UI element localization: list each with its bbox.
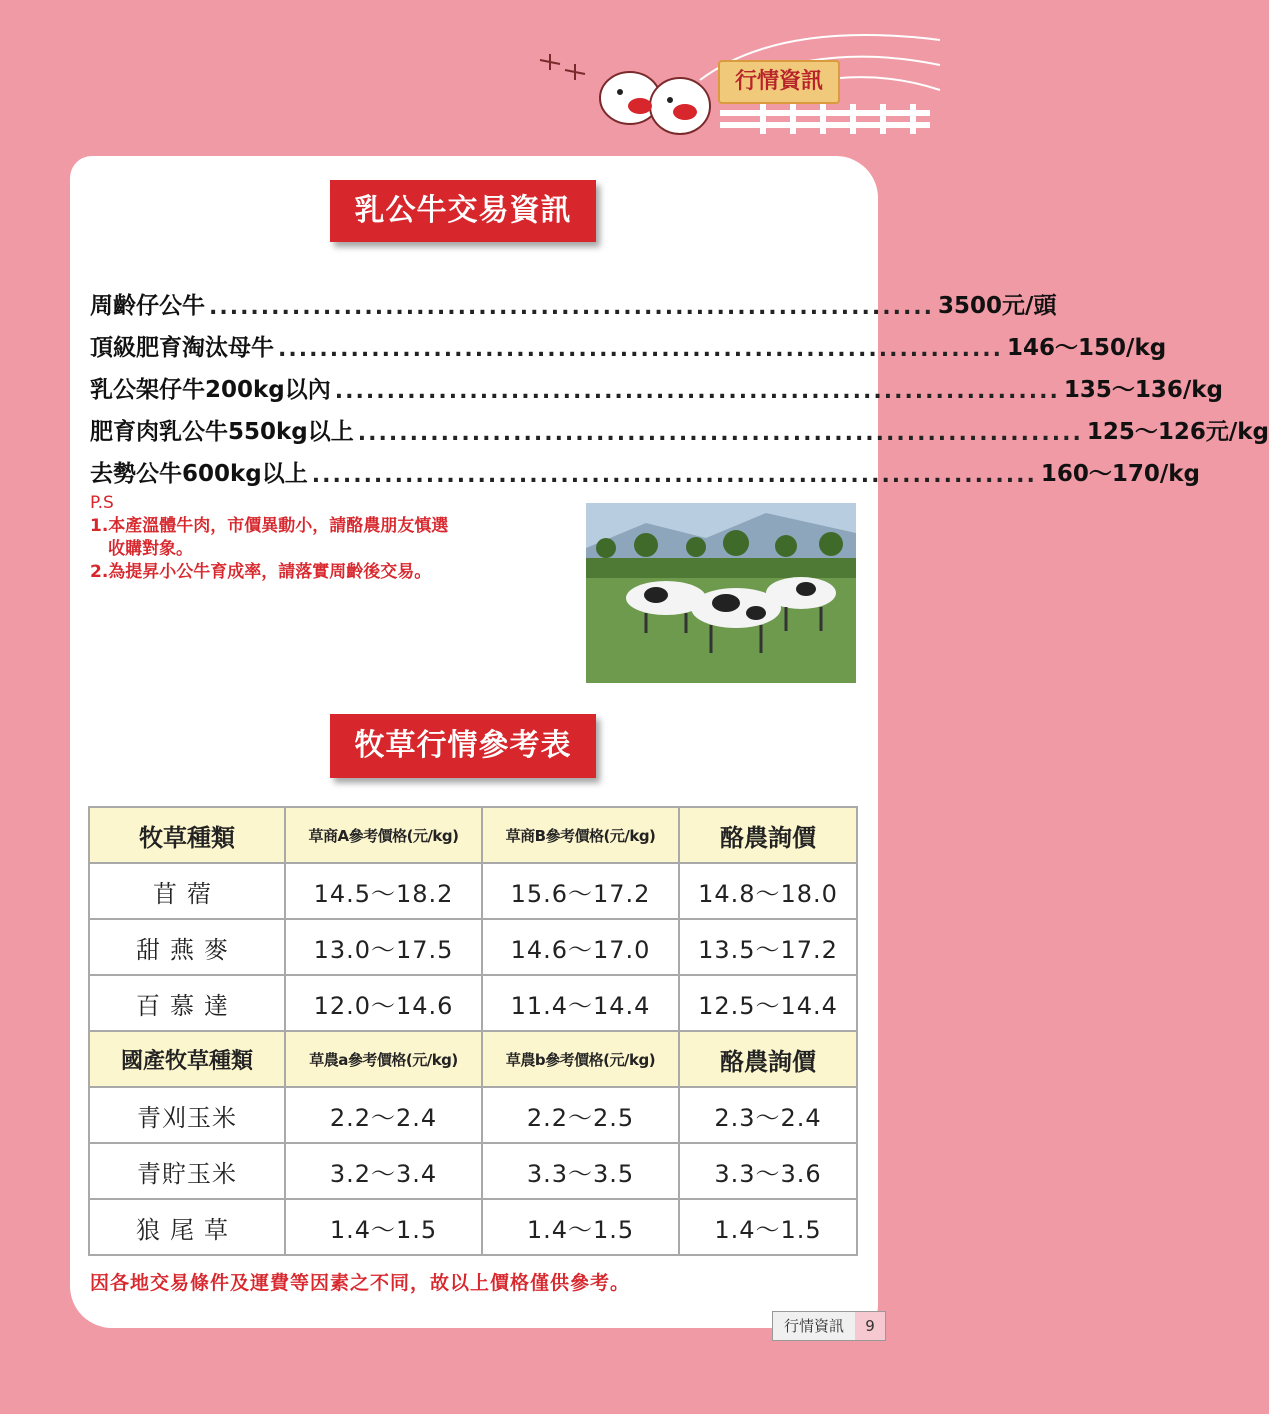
price-item-name: 去勢公牛600kg以上 <box>90 461 308 487</box>
price-row <box>90 446 1200 488</box>
table-cell: 2.3～2.4 <box>679 1087 857 1143</box>
table-row <box>89 1087 857 1143</box>
table-cell: 12.0～14.6 <box>285 975 482 1031</box>
grazing-cows-photo <box>586 503 856 683</box>
leader-dots: ...................................................................... <box>311 463 1037 488</box>
price-row <box>90 320 1167 362</box>
note-line: 收購對象。 <box>108 539 193 559</box>
table-row <box>89 1199 857 1255</box>
calf-price-list <box>90 278 1269 488</box>
table-cell: 3.3～3.6 <box>679 1143 857 1199</box>
header-cell: 草商B參考價格(元/kg) <box>482 807 679 863</box>
table-cell: 百慕達 <box>89 975 285 1031</box>
price-item-value: 3500元/頭 <box>938 293 1057 319</box>
price-item-value: 135～136/kg <box>1063 377 1223 403</box>
table-cell: 甜燕麥 <box>89 919 285 975</box>
note-line: 1.本產溫體牛肉，市價異動小，請酪農朋友慎選 <box>90 516 449 536</box>
leader-dots: ...................................................................... <box>278 337 1004 362</box>
table-cell: 1.4～1.5 <box>482 1199 679 1255</box>
table-cell: 1.4～1.5 <box>285 1199 482 1255</box>
fodder-price-banner: 牧草行情參考表 <box>330 714 596 778</box>
page-number: 9 <box>855 1312 885 1340</box>
price-row <box>90 362 1223 404</box>
leader-dots: ...................................................................... <box>334 379 1060 404</box>
table-cell: 3.2～3.4 <box>285 1143 482 1199</box>
table-cell: 15.6～17.2 <box>482 863 679 919</box>
table-row <box>89 863 857 919</box>
table-cell: 14.8～18.0 <box>679 863 857 919</box>
table-cell: 3.3～3.5 <box>482 1143 679 1199</box>
price-item-name: 肥育肉乳公牛550kg以上 <box>90 419 354 445</box>
header-cell: 酪農詢價 <box>679 807 857 863</box>
fodder-price-table <box>88 806 858 1256</box>
table-row <box>89 919 857 975</box>
table-cell: 狼尾草 <box>89 1199 285 1255</box>
price-item-name: 周齡仔公牛 <box>90 293 205 319</box>
section-header-title: 行情資訊 <box>718 60 840 104</box>
table-row <box>89 975 857 1031</box>
leader-dots: ...................................................................... <box>209 295 935 320</box>
table-row <box>89 1143 857 1199</box>
table-cell: 2.2～2.5 <box>482 1087 679 1143</box>
table-cell: 14.6～17.0 <box>482 919 679 975</box>
price-item-value: 146～150/kg <box>1007 335 1167 361</box>
calf-trade-banner: 乳公牛交易資訊 <box>330 180 596 242</box>
price-row <box>90 278 1057 320</box>
price-item-value: 125～126元/kg <box>1086 419 1269 445</box>
ps-label: P.S <box>90 493 114 513</box>
footer-section-label: 行情資訊 <box>783 1317 844 1335</box>
table-cell: 13.5～17.2 <box>679 919 857 975</box>
header-cell: 酪農詢價 <box>679 1031 857 1087</box>
table-cell: 青刈玉米 <box>89 1087 285 1143</box>
header-cell: 草農b參考價格(元/kg) <box>482 1031 679 1087</box>
table-cell: 13.0～17.5 <box>285 919 482 975</box>
header-cell: 草商A參考價格(元/kg) <box>285 807 482 863</box>
table-cell: 1.4～1.5 <box>679 1199 857 1255</box>
header-cell: 國產牧草種類 <box>89 1031 285 1087</box>
table-cell: 2.2～2.4 <box>285 1087 482 1143</box>
table-cell: 青貯玉米 <box>89 1143 285 1199</box>
note-line: 2.為提昇小公牛育成率，請落實周齡後交易。 <box>90 562 432 582</box>
table-cell: 14.5～18.2 <box>285 863 482 919</box>
fodder-footnote: 因各地交易條件及運費等因素之不同，故以上價格僅供參考。 <box>90 1272 631 1294</box>
header-cell: 草農a參考價格(元/kg) <box>285 1031 482 1087</box>
table-cell: 苜蓿 <box>89 863 285 919</box>
price-item-name: 乳公架仔牛200kg以內 <box>90 377 331 403</box>
leader-dots: ...................................................................... <box>357 421 1083 446</box>
ps-note <box>90 492 570 584</box>
price-item-name: 頂級肥育淘汰母牛 <box>90 335 274 361</box>
page-footer-tab <box>772 1311 886 1341</box>
price-item-value: 160～170/kg <box>1040 461 1200 487</box>
table-cell: 11.4～14.4 <box>482 975 679 1031</box>
table-header-row <box>89 807 857 863</box>
price-row <box>90 404 1269 446</box>
table-cell: 12.5～14.4 <box>679 975 857 1031</box>
header-cell: 牧草種類 <box>89 807 285 863</box>
table-header-row <box>89 1031 857 1087</box>
